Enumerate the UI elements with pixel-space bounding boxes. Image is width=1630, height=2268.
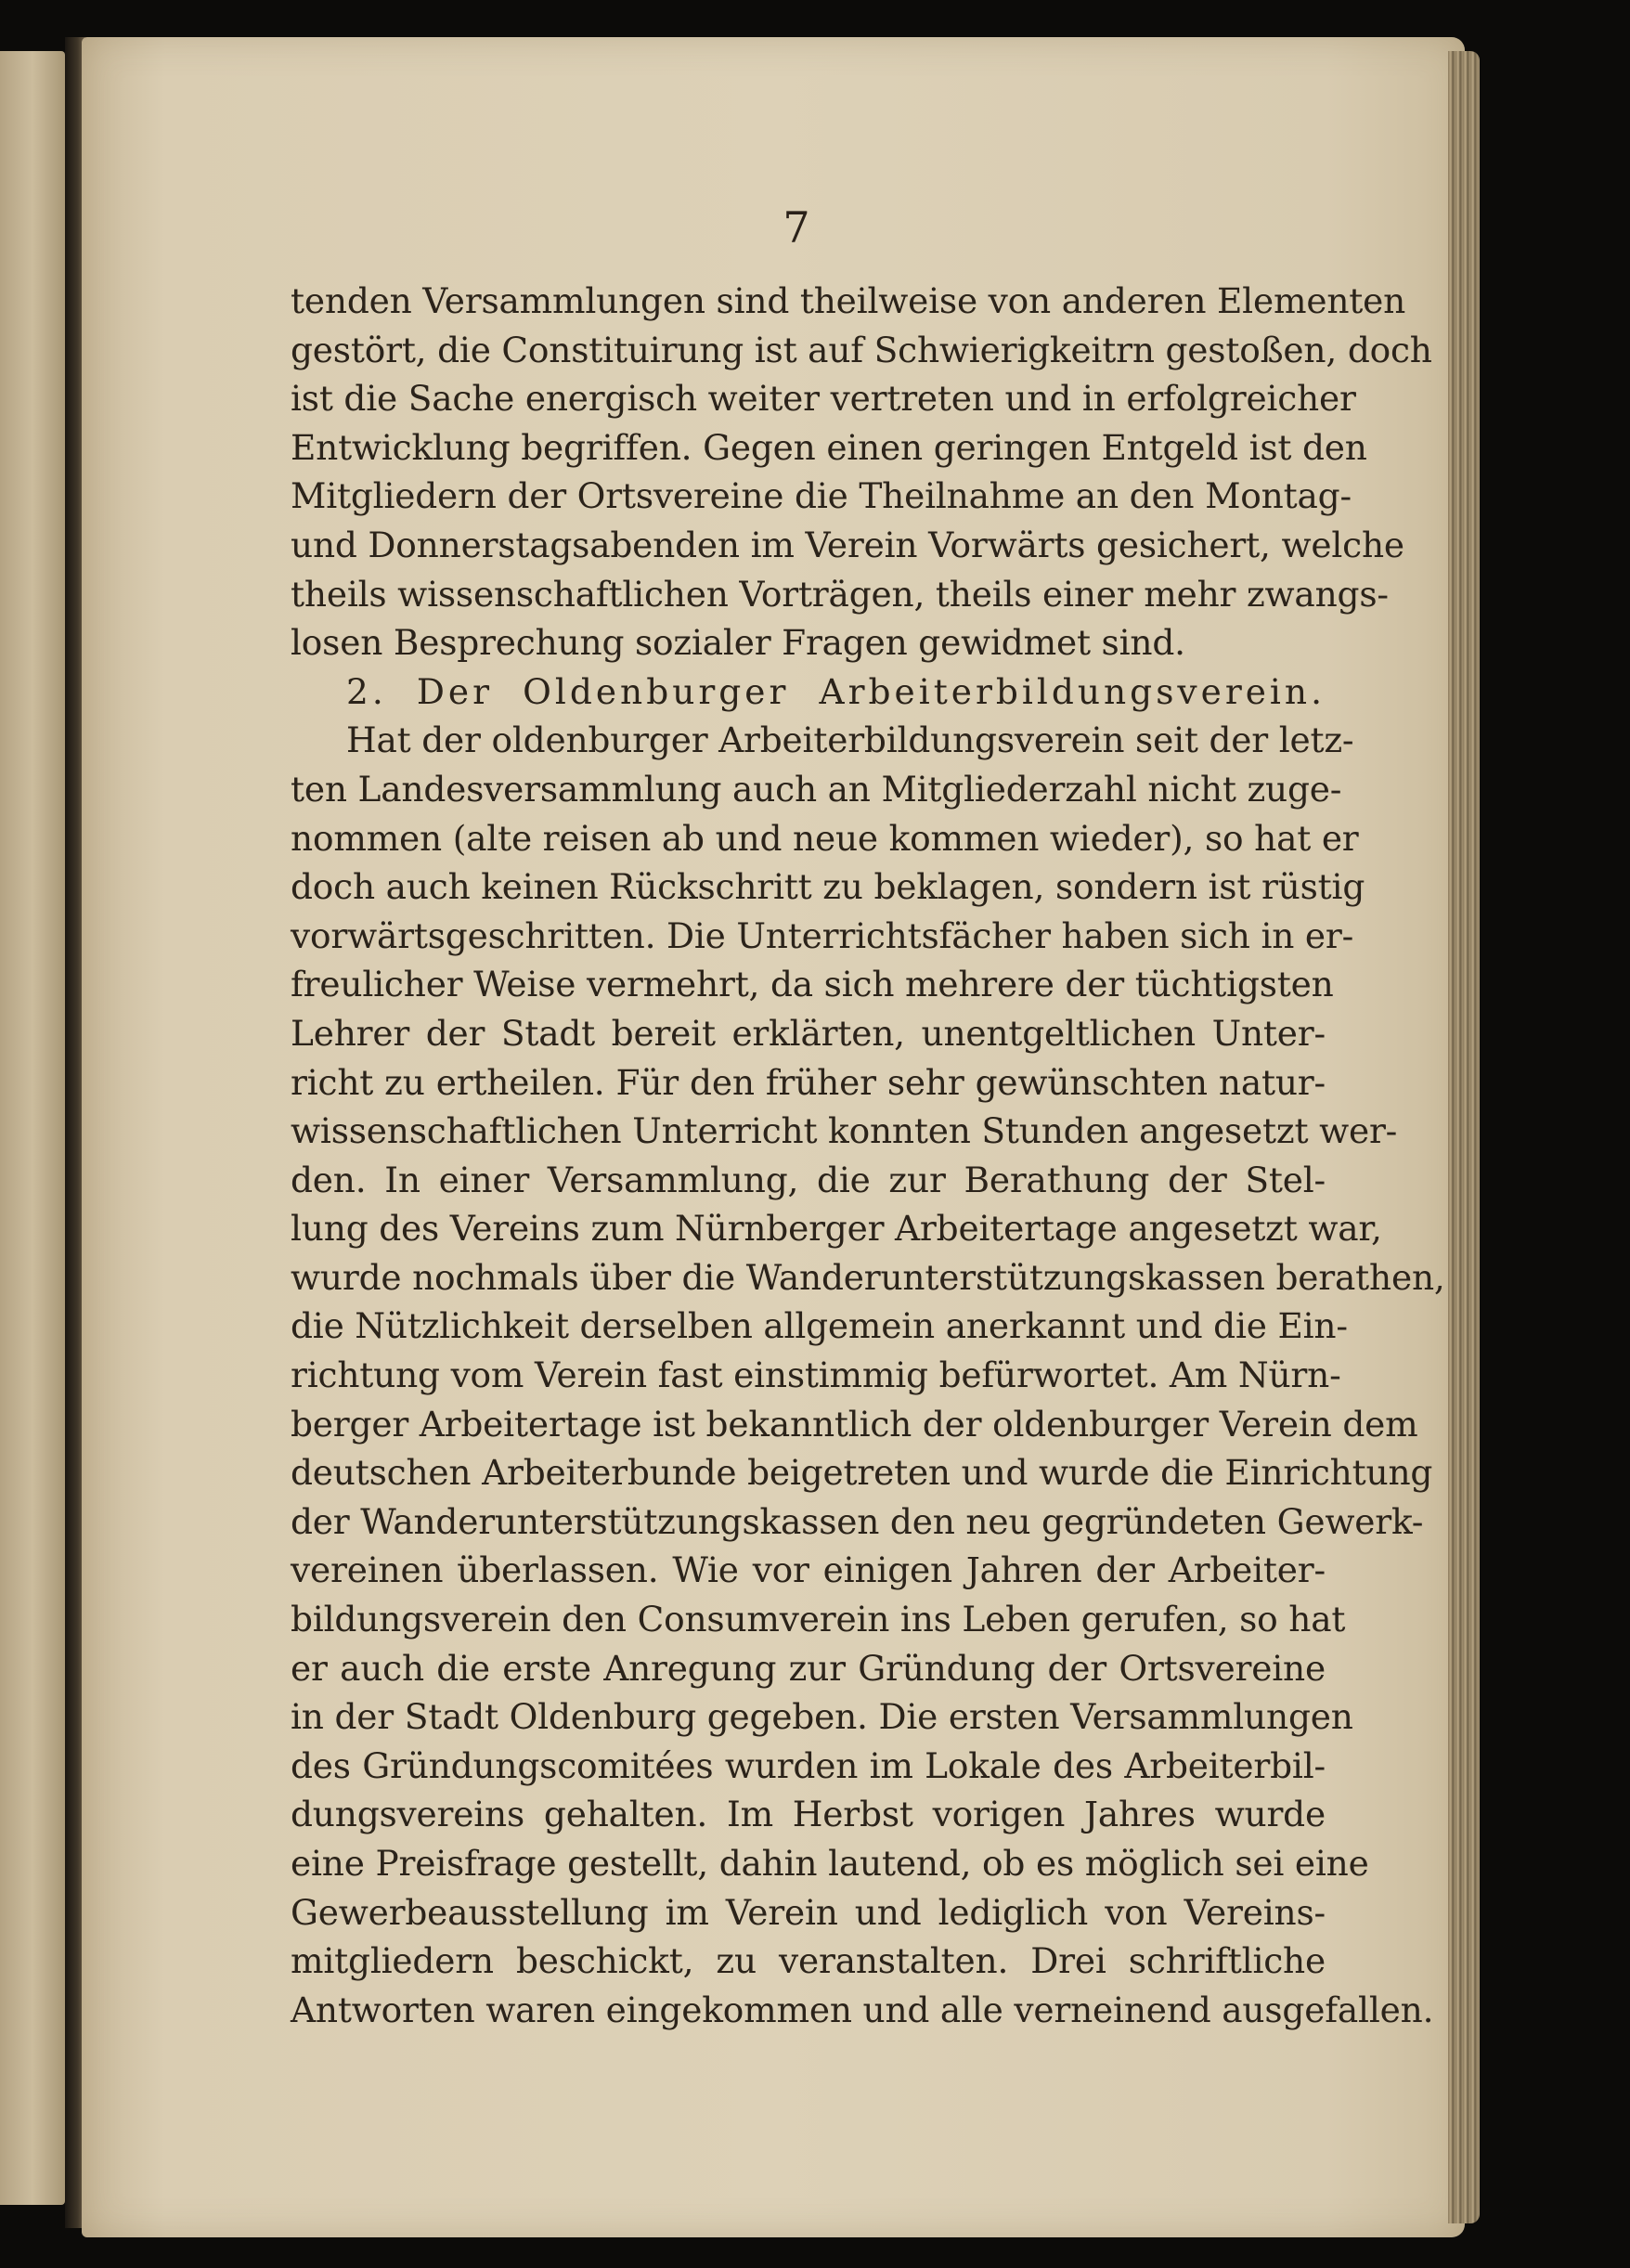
text-line: gestört, die Constituirung ist auf Schwierigkeitrn gestoßen, doch [291,329,1432,370]
text-line: nommen (alte reisen ab und neue kommen wieder), so hat er [291,817,1359,859]
text-line: Entwicklung begriffen. Gegen einen geringen Entgeld ist den [291,426,1367,468]
text-line: freulicher Weise vermehrt, da sich mehrere der tüchtigsten [291,964,1334,1005]
body-text [291,277,1445,2034]
text-line: den. In einer Versammlung, die zur Berathung der Stel- [291,1159,1326,1200]
text-line: berger Arbeitertage ist bekanntlich der oldenburger Verein dem [291,1403,1418,1445]
text-line: dungsvereins gehalten. Im Herbst vorigen Jahres wurde [291,1794,1326,1835]
text-line: doch auch keinen Rückschritt zu beklagen, sondern ist rüstig [291,866,1365,908]
text-line: losen Besprechung sozialer Fragen gewidmet sind. [291,622,1185,664]
text-line: Lehrer der Stadt bereit erklärten, unentgeltlichen Unter- [291,1012,1326,1054]
book-page [82,37,1465,2237]
text-line: ist die Sache energisch weiter vertreten und in erfolgreicher [291,378,1356,420]
text-line: der Wanderunterstützungskassen den neu gegründeten Gewerk- [291,1500,1424,1542]
text-line: Gewerbeausstellung im Verein und lediglich von Vereins- [291,1891,1326,1933]
text-line: des Gründungscomitées wurden im Lokale des Arbeiterbil- [291,1744,1326,1786]
page-number: 7 [783,202,810,253]
text-line: richt zu ertheilen. Für den früher sehr gewünschten natur- [291,1061,1326,1103]
text-line: Hat der oldenburger Arbeiterbildungsverein seit der letz- [346,719,1354,761]
page-stack-edges [1448,51,1480,2223]
text-line: er auch die erste Anregung zur Gründung der Ortsvereine [291,1647,1326,1689]
text-line: theils wissenschaftlichen Vorträgen, theils einer mehr zwangs- [291,573,1389,615]
text-line: in der Stadt Oldenburg gegeben. Die ersten Versammlungen [291,1696,1353,1738]
text-line: deutschen Arbeiterbunde beigetreten und wurde die Einrichtung [291,1452,1433,1494]
text-line: wissenschaftlichen Unterricht konnten Stunden angesetzt wer- [291,1110,1398,1152]
text-line: richtung vom Verein fast einstimmig befürwortet. Am Nürn- [291,1354,1341,1396]
text-line: tenden Versammlungen sind theilweise von anderen Elementen [291,280,1406,321]
text-line: Mitgliedern der Ortsvereine die Theilnahme an den Montag- [291,475,1352,517]
text-line: mitgliedern beschickt, zu veranstalten. Drei schriftliche [291,1940,1326,1982]
text-line: lung des Vereins zum Nürnberger Arbeitertage angesetzt war, [291,1208,1382,1250]
text-line: vereinen überlassen. Wie vor einigen Jahren der Arbeiter- [291,1549,1326,1591]
section-heading: 2. Der Oldenburger Arbeiterbildungsverein. [346,670,1326,712]
text-line: Antworten waren eingekommen und alle verneinend ausgefallen. [291,1989,1434,2030]
text-line: die Nützlichkeit derselben allgemein anerkannt und die Ein- [291,1305,1348,1347]
text-line: bildungsverein den Consumverein ins Leben gerufen, so hat [291,1599,1346,1640]
text-line: vorwärtsgeschritten. Die Unterrichtsfächer haben sich in er- [291,914,1354,956]
text-line: eine Preisfrage gestellt, dahin lautend, ob es möglich sei eine [291,1843,1369,1884]
text-line: wurde nochmals über die Wanderunterstützungskassen berathen, [291,1256,1445,1298]
text-line: ten Landesversammlung auch an Mitgliederzahl nicht zuge- [291,768,1342,810]
left-facing-page-edge [0,51,65,2205]
text-line: und Donnerstagsabenden im Verein Vorwärts gesichert, welche [291,524,1404,565]
